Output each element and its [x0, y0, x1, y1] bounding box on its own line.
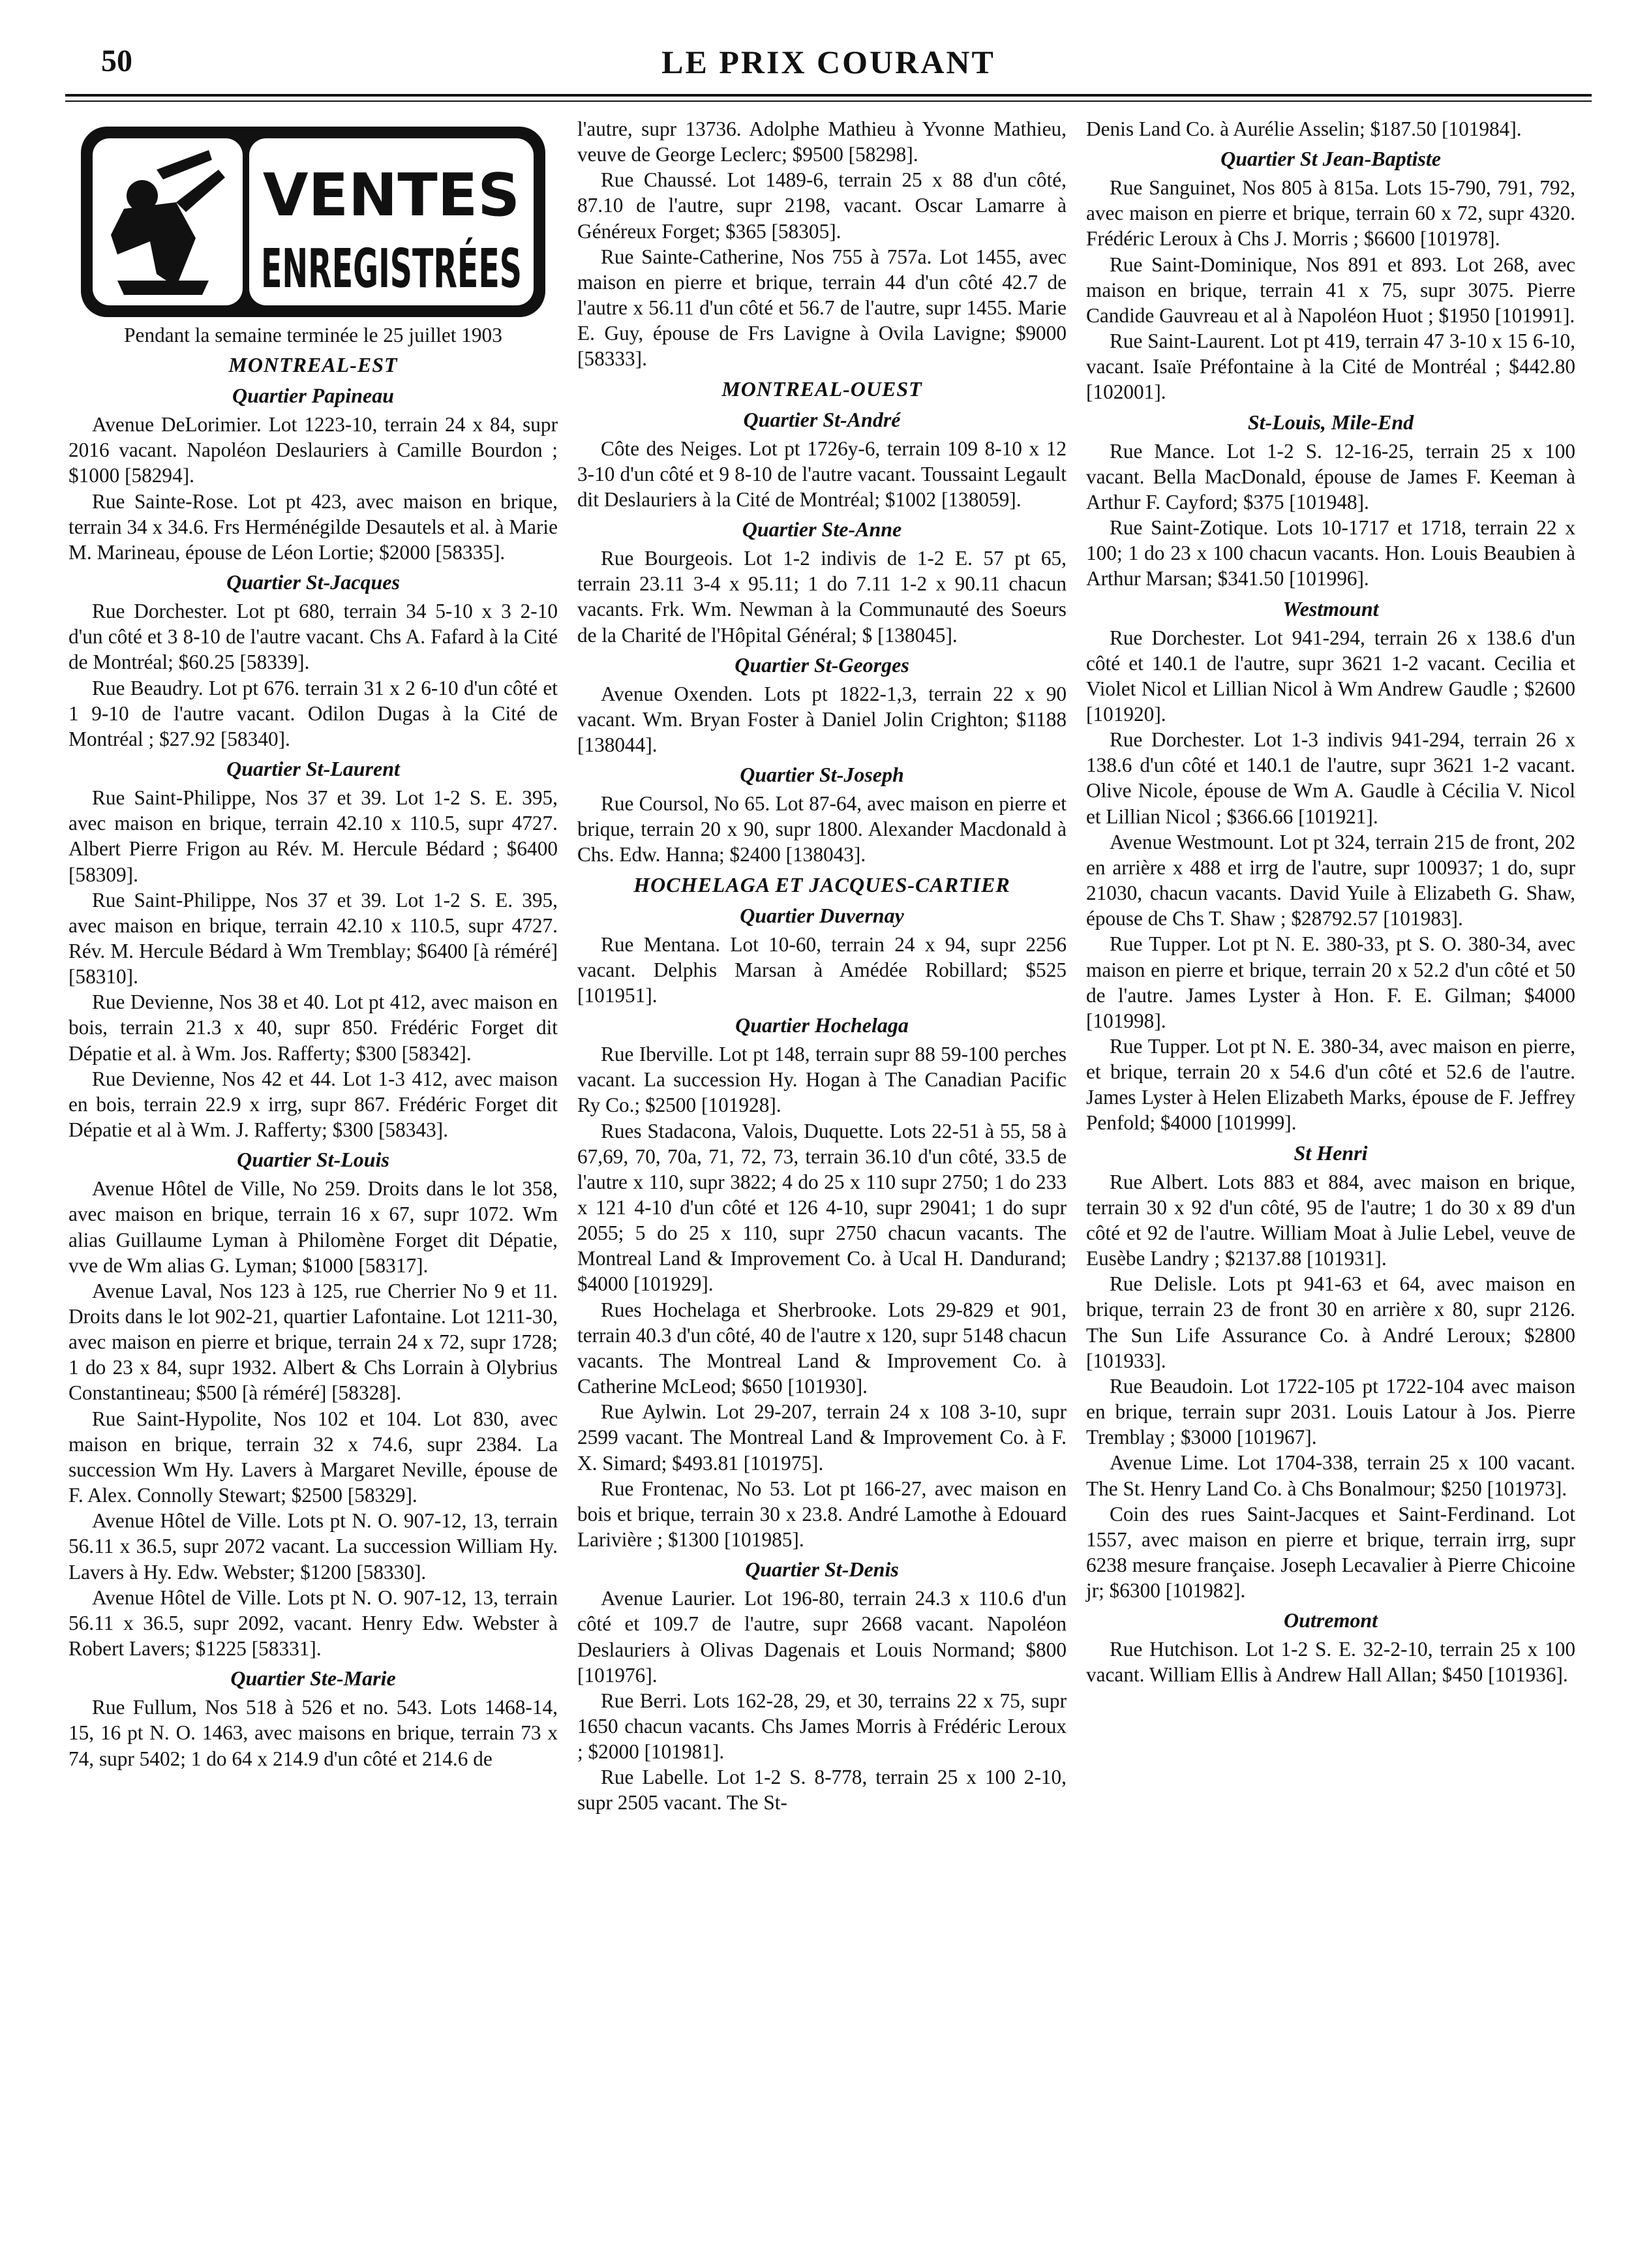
sale-entry: Rue Albert. Lots 883 et 884, avec maison en brique, terrain 30 x 92 d'un côté, 95 de l'autre; 1 do 30 x 89 d'un côté et 92 de l'autre. William Moat à Julie Lebel, veuve de Eusèbe Landry ; $2137.88 [101931].	[1086, 1170, 1575, 1270]
sale-entry: Rue Saint-Dominique, Nos 891 et 893. Lot 268, avec maison en brique, terrain 41 x 75, supr 3075. Pierre Candide Gauvreau et al à Napoléon Huot ; $1950 [101991].	[1086, 253, 1575, 327]
sale-entry: Rue Hutchison. Lot 1-2 S. E. 32-2-10, terrain 25 x 100 vacant. William Ellis à Andrew Hall Allan; $450 [101936].	[1086, 1638, 1575, 1687]
sale-entry: Rue Sainte-Catherine, Nos 755 à 757a. Lot 1455, avec maison en pierre et brique, terrain 44 d'un côté 42.7 de l'autre x 56.11 d'un côté et 56.7 de l'autre, supr 1455. Marie E. Guy, épouse de Frs Lavigne à Ovila Lavigne; $9000 [58333].	[577, 245, 1067, 371]
quarter-heading: Quartier Hochelaga	[735, 1013, 909, 1037]
sale-entry: Rue Saint-Philippe, Nos 37 et 39. Lot 1-2 S. E. 395, avec maison en brique, terrain 42.10 x 110.5, supr 4727. Rév. M. Hercule Bédard à Wm Tremblay; $6400 [à réméré] [58310].	[68, 888, 558, 988]
page-number: 50	[101, 44, 132, 78]
sale-entry: Rue Mentana. Lot 10-60, terrain 24 x 94, supr 2256 vacant. Delphis Marsan à Amédée Robillard; $525 [101951].	[577, 932, 1067, 1007]
logo-line-2: ENREGISTRÉES	[261, 238, 712, 300]
col1-list	[68, 352, 558, 1771]
sale-entry: Rue Beaudoin. Lot 1722-105 pt 1722-104 avec maison en brique, terrain supr 2031. Louis Latour à Jos. Pierre Tremblay ; $3000 [101967].	[1086, 1374, 1575, 1449]
sale-entry: Rue Dorchester. Lot 941-294, terrain 26 x 138.6 d'un côté et 140.1 de l'autre, supr 3621 1-2 vacant. Cecilia et Violet Nicol et Lillian Nicol à Wm Andrew Gaudle ; $2600 [101920].	[1086, 626, 1575, 726]
sale-entry: Rue Beaudry. Lot pt 676. terrain 31 x 2 6-10 d'un côté et 1 9-10 de l'autre vacant. Odilon Dugas à la Cité de Montréal ; $27.92 [58340].	[68, 676, 558, 750]
sale-entry: Avenue Oxenden. Lots pt 1822-1,3, terrain 22 x 90 vacant. Wm. Bryan Foster à Daniel Jolin Crighton; $1188 [138044].	[577, 682, 1067, 756]
sale-entry: Avenue Hôtel de Ville. Lots pt N. O. 907-12, 13, terrain 56.11 x 36.5, supr 2092, vacant. Henry Edw. Webster à Robert Lavers; $1225 [58331].	[68, 1586, 558, 1661]
district-heading: MONTREAL-OUEST	[721, 376, 922, 401]
sale-entry: Avenue Laurier. Lot 196-80, terrain 24.3 x 110.6 d'un côté et 109.7 de l'autre, supr 2668 vacant. Napoléon Deslauriers à Olivas Dagenais et Louis Normand; $800 [101976].	[577, 1587, 1067, 1687]
quarter-heading: Quartier St-Joseph	[740, 763, 904, 787]
sale-entry: Rue Coursol, No 65. Lot 87-64, avec maison en pierre et brique, terrain 20 x 90, supr 1800. Alexander Macdonald à Chs. Edw. Hanna; $2400 [138043].	[577, 792, 1067, 866]
sale-entry: Denis Land Co. à Aurélie Asselin; $187.50 [101984].	[1086, 117, 1522, 140]
sale-entry: Avenue Hôtel de Ville, No 259. Droits dans le lot 358, avec maison en brique, terrain 16 x 67, supr 1072. Wm alias Guillaume Lyman à Philomène Forget dit Dépatie, vve de Wm alias G. Lyman; $1000 [58317].	[68, 1177, 558, 1277]
quarter-heading: Quartier St-André	[743, 407, 901, 431]
column-1	[68, 116, 712, 1771]
sale-entry: Avenue Laval, Nos 123 à 125, rue Cherrier No 9 et 11. Droits dans le lot 902-21, quartier Lafontaine. Lot 1211-30, avec maison en pierre et brique, terrain 24 x 72, supr 1728; 1 do 23 x 84, supr 1932. Albert & Chs Lorrain à Olybrius Constantineau; $500 [à réméré] [58328].	[68, 1279, 558, 1405]
sale-entry: Rue Mance. Lot 1-2 S. 12-16-25, terrain 25 x 100 vacant. Bella MacDonald, épouse de James F. Keeman à Arthur F. Cayford; $375 [101948].	[1086, 439, 1575, 513]
sale-entry: Rue Fullum, Nos 518 à 526 et no. 543. Lots 1468-14, 15, 16 pt N. O. 1463, avec maisons en brique, terrain 73 x 74, supr 5402; 1 do 64 x 214.9 d'un côté et 214.6 de	[68, 1696, 558, 1770]
sale-entry: Rue Devienne, Nos 38 et 40. Lot pt 412, avec maison en bois, terrain 21.3 x 40, supr 850. Frédéric Forget dit Dépatie et al. à Wm. Jos. Rafferty; $300 [58342].	[68, 990, 558, 1065]
sale-entry: Rue Saint-Philippe, Nos 37 et 39. Lot 1-2 S. E. 395, avec maison en brique, terrain 42.10 x 110.5, supr 4727. Albert Pierre Frigon au Rév. M. Hercule Bédard ; $6400 [58309].	[68, 786, 558, 886]
sale-entry: Rue Tupper. Lot pt N. E. 380-34, avec maison en pierre, et brique, terrain 20 x 54.6 d'un côté et 52.6 de l'autre. James Lyster à Helen Elizabeth Marks, épouse de F. Jeffrey Penfold; $4000 [101999].	[1086, 1035, 1575, 1135]
sale-entry: Rue Saint-Hypolite, Nos 102 et 104. Lot 830, avec maison en brique, terrain 32 x 74.6, supr 2384. La succession Wm Hy. Lavers à Margaret Neville, épouse de F. Alex. Connolly Stewart; $2500 [58329].	[68, 1407, 558, 1507]
district-heading: MONTREAL-EST	[228, 353, 398, 377]
sale-entry: Rues Stadacona, Valois, Duquette. Lots 22-51 à 55, 58 à 67,69, 70, 70a, 71, 72, 73, terrain 36.10 d'un côté, 33.5 de l'autre x 110, supr 3822; 4 do 25 x 110 supr 2750; 1 do 233 x 121 4-10 d'un côté et 126 4-10, supr 29041; 1 do supr 2055; 5 do 25 x 110, supr 2750 chacun vacants. The Montreal Land & Improvement Co. à Ucal H. Dandurand; $4000 [101929].	[577, 1119, 1067, 1296]
col3-list	[1086, 116, 1575, 1688]
quarter-heading: St-Louis, Mile-End	[1247, 410, 1414, 434]
sale-entry: Rue Iberville. Lot pt 148, terrain supr 88 59-100 perches vacant. La succession Hy. Hogan à The Canadian Pacific Ry Co.; $2500 [101928].	[577, 1043, 1067, 1117]
column-3	[1086, 116, 1575, 1688]
quarter-heading: Quartier St-Georges	[735, 652, 909, 677]
sale-entry: Rue Devienne, Nos 42 et 44. Lot 1-3 412, avec maison en bois, terrain 22.9 x irrg, supr 867. Frédéric Forget dit Dépatie et al à Wm. J. Rafferty; $300 [58343].	[68, 1067, 558, 1142]
quarter-heading: Quartier Duvernay	[740, 903, 904, 927]
sale-entry: Coin des rues Saint-Jacques et Saint-Ferdinand. Lot 1557, avec maison en pierre et brique, terrain irrg, supr 6238 mesure française. Joseph Lecavalier à Pierre Chicoine jr; $6300 [101982].	[1086, 1502, 1575, 1602]
sale-entry: Rue Dorchester. Lot pt 680, terrain 34 5-10 x 3 2-10 d'un côté et 3 8-10 de l'autre vacant. Chs A. Fafard à la Cité de Montréal; $60.25 [58339].	[68, 600, 558, 674]
sale-entry: Rue Delisle. Lots pt 941-63 et 64, avec maison en brique, terrain 23 de front 30 en arrière x 80, supr 2126. The Sun Life Assurance Co. à André Leroux; $2800 [101933].	[1086, 1272, 1575, 1372]
sale-entry: Avenue Lime. Lot 1704-338, terrain 25 x 100 vacant. The St. Henry Land Co. à Chs Bonalmour; $250 [101973].	[1086, 1451, 1575, 1500]
quarter-heading: Quartier Ste-Anne	[742, 517, 902, 542]
quarter-heading: Quartier Papineau	[232, 384, 395, 408]
quarter-heading: Quartier St-Denis	[745, 1557, 899, 1582]
quarter-heading: St Henri	[1294, 1141, 1368, 1165]
sale-entry: Rue Frontenac, No 53. Lot pt 166-27, avec maison en bois et brique, terrain 30 x 23.8. André Lamothe à Edouard Larivière ; $1300 [101985].	[577, 1477, 1067, 1552]
sale-entry: Rue Aylwin. Lot 29-207, terrain 24 x 108 3-10, supr 2599 vacant. The Montreal Land & Improvement Co. à F. X. Simard; $493.81 [101975].	[577, 1400, 1067, 1475]
sale-entry: Rue Berri. Lots 162-28, 29, et 30, terrains 22 x 75, supr 1650 chacun vacants. Chs James Morris à Frédéric Leroux ; $2000 [101981].	[577, 1689, 1067, 1764]
sale-entry: Avenue Hôtel de Ville. Lots pt N. O. 907-12, 13, terrain 56.11 x 36.5, supr 2072 vacant. La succession William Hy. Lavers à Hy. Edw. Webster; $1200 [58330].	[68, 1509, 558, 1584]
sale-entry: Rue Sanguinet, Nos 805 à 815a. Lots 15-790, 791, 792, avec maison en pierre et brique, terrain 60 x 72, supr 4320. Frédéric Leroux à Chs J. Morris ; $6600 [101978].	[1086, 176, 1575, 251]
quarter-heading: Quartier St Jean-Baptiste	[1220, 147, 1441, 171]
page-header	[62, 40, 1595, 93]
sale-entry: Rue Tupper. Lot pt N. E. 380-33, pt S. O. 380-34, avec maison en pierre et brique, terrain 20 x 52.2 d'un côté et 50 de l'autre. James Lyster à Hon. F. E. Gilman; $4000 [101998].	[1086, 932, 1575, 1032]
ventes-enregistrees-logo	[78, 124, 712, 320]
logo-graphic	[78, 124, 712, 320]
journal-title: LE PRIX COURANT	[661, 44, 995, 80]
header-rule	[65, 94, 1592, 97]
quarter-heading: Quartier St-Jacques	[226, 570, 400, 594]
week-intro: Pendant la semaine terminée le 25 juillet 1903	[124, 324, 502, 346]
logo-line-1: VENTES	[262, 161, 521, 230]
sale-entry: Avenue Westmount. Lot pt 324, terrain 215 de front, 202 en arrière x 488 et irrg de l'autre, supr 100937; 1 do, supr 21030, chacun vacants. David Yuile à Elizabeth G. Shaw, épouse de Chs T. Shaw ; $28792.57 [101983].	[1086, 830, 1575, 930]
quarter-heading: Quartier Ste-Marie	[230, 1666, 396, 1691]
sale-entry: Rue Labelle. Lot 1-2 S. 8-778, terrain 25 x 100 2-10, supr 2505 vacant. The St-	[577, 1766, 1067, 1815]
sale-entry: Rue Dorchester. Lot 1-3 indivis 941-294, terrain 26 x 138.6 d'un côté et 140.1 de l'autre, supr 3621 1-2 vacant. Olive Nicole, épouse de Wm A. Gaudle à Cécilia V. Nicol et Lillian Nicol ; $366.66 [101921].	[1086, 728, 1575, 828]
quarter-heading: Outremont	[1283, 1608, 1378, 1632]
quarter-heading: Quartier St-Laurent	[226, 757, 400, 781]
sale-entry: Rues Hochelaga et Sherbrooke. Lots 29-829 et 901, terrain 40.3 d'un côté, 40 de l'autre x 120, supr 5148 chacun vacants. The Montreal Land & Improvement Co. à Catherine McLeod; $650 [101930].	[577, 1298, 1067, 1398]
sale-entry: Avenue DeLorimier. Lot 1223-10, terrain 24 x 84, supr 2016 vacant. Napoléon Deslauriers à Camille Bourdon ; $1000 [58294].	[68, 413, 558, 487]
sale-entry: Rue Sainte-Rose. Lot pt 423, avec maison en brique, terrain 34 x 34.6. Frs Herménégilde Desautels et al. à Marie M. Marineau, épouse de Léon Lortie; $2000 [58335].	[68, 489, 558, 564]
sale-entry: Rue Chaussé. Lot 1489-6, terrain 25 x 88 d'un côté, 87.10 de l'autre, supr 2198, vacant. Oscar Lamarre à Généreux Forget; $365 [58305].	[577, 168, 1067, 243]
column-2	[577, 116, 1067, 1816]
sale-entry: Côte des Neiges. Lot pt 1726y-6, terrain 109 8-10 x 12 3-10 d'un côté et 9 8-10 de l'autre vacant. Toussaint Legault dit Deslauriers à la Cité de Montréal; $1002 [138059].	[577, 437, 1067, 511]
quarter-heading: Quartier St-Louis	[237, 1148, 389, 1172]
district-heading: HOCHELAGA ET JACQUES-CARTIER	[633, 872, 1010, 896]
sale-entry: Rue Bourgeois. Lot 1-2 indivis de 1-2 E. 57 pt 65, terrain 23.11 3-4 x 95.11; 1 do 7.11 1-2 x 90.11 chacun vacants. Frk. Wm. Newman à la Communauté des Soeurs de la Charité de l'Hôpital Général; $ [138045].	[577, 547, 1067, 647]
col2-list	[577, 116, 1067, 1816]
sale-entry: l'autre, supr 13736. Adolphe Mathieu à Yvonne Mathieu, veuve de George Leclerc; $9500 [58298].	[577, 117, 1067, 166]
quarter-heading: Westmount	[1282, 596, 1379, 621]
sale-entry: Rue Saint-Laurent. Lot pt 419, terrain 47 3-10 x 15 6-10, vacant. Isaïe Préfontaine à la Cité de Montréal ; $442.80 [102001].	[1086, 329, 1575, 404]
sale-entry: Rue Saint-Zotique. Lots 10-1717 et 1718, terrain 22 x 100; 1 do 23 x 100 chacun vacants. Hon. Louis Beaubien à Arthur Marsan; $341.50 [101996].	[1086, 516, 1575, 590]
header-rule-thin	[65, 100, 1592, 102]
